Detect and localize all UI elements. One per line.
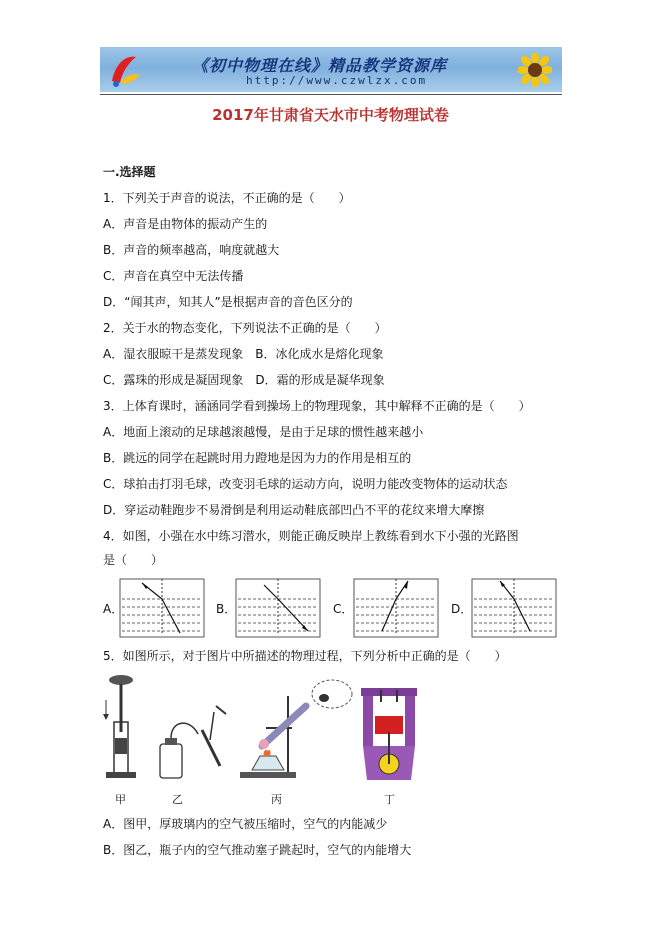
q4-label-d: D．: [451, 602, 473, 616]
q1-option-b: B．声音的频率越高，响度就越大: [103, 243, 280, 257]
logo-icon: [106, 51, 144, 89]
header-rule: [100, 94, 562, 95]
banner-slogan: 《初中物理在线》精品教学资源库: [192, 56, 448, 75]
q1-option-a: A．声音是由物体的振动产生的: [103, 217, 268, 231]
q2-stem: 2．关于水的物态变化，下列说法不正确的是（ ）: [103, 321, 387, 335]
q4-label-c: C．: [333, 602, 354, 616]
q3-option-c: C．球拍击打羽毛球，改变羽毛球的运动方向，说明力能改变物体的运动状态: [103, 477, 508, 491]
q5-figure-ding: [355, 684, 423, 784]
q4-figure-c: [352, 577, 442, 639]
q5-caption-bing: 丙: [271, 793, 282, 806]
q5-option-a: A．图甲，厚玻璃内的空气被压缩时，空气的内能减少: [103, 817, 388, 831]
q3-option-a: A．地面上滚动的足球越滚越慢，是由于足球的惯性越来越小: [103, 425, 424, 439]
header-banner: [100, 47, 562, 92]
q1-option-d: D．“闻其声，知其人”是根据声音的音色区分的: [103, 295, 353, 309]
q2-options-cd: C．露珠的形成是凝固现象 D．霜的形成是凝华现象: [103, 373, 385, 387]
q5-figure-jia: [100, 672, 142, 784]
q5-figure-bing: [236, 676, 356, 784]
q5-stem: 5．如图所示，对于图片中所描述的物理过程，下列分析中正确的是（ ）: [103, 649, 507, 663]
q5-option-b: B．图乙，瓶子内的空气推动塞子跳起时，空气的内能增大: [103, 843, 412, 857]
q3-stem: 3．上体育课时，涵涵同学看到操场上的物理现象，其中解释不正确的是（ ）: [103, 399, 531, 413]
q1-stem: 1．下列关于声音的说法，不正确的是（ ）: [103, 191, 351, 205]
banner-url: http://www.czwlzx.com: [246, 74, 428, 87]
q4-label-b: B．: [216, 602, 237, 616]
q5-figure-yi: [152, 700, 234, 782]
q5-caption-ding: 丁: [384, 793, 395, 806]
q3-option-d: D．穿运动鞋跑步不易滑倒是利用运动鞋底部凹凸不平的花纹来增大摩擦: [103, 503, 485, 517]
q4-figure-d: [470, 577, 560, 639]
q2-options-ab: A．湿衣服晾干是蒸发现象 B．冰化成水是熔化现象: [103, 347, 384, 361]
page-title: 2017年甘肃省天水市中考物理试卷: [212, 106, 449, 124]
sunflower-icon: [518, 53, 552, 87]
q4-label-a: A．: [103, 602, 124, 616]
q3-option-b: B．跳远的同学在起跳时用力蹬地是因为力的作用是相互的: [103, 451, 412, 465]
section-heading: 一.选择题: [103, 165, 156, 179]
q1-option-c: C．声音在真空中无法传播: [103, 269, 244, 283]
q4-stem-line2: 是（ ）: [103, 553, 164, 567]
q4-figure-b: [234, 577, 324, 639]
q5-caption-jia: 甲: [115, 793, 126, 806]
q4-stem-line1: 4．如图，小强在水中练习潜水，则能正确反映岸上教练看到水下小强的光路图: [103, 529, 519, 543]
q5-caption-yi: 乙: [172, 793, 183, 806]
q4-figure-a: [118, 577, 208, 639]
